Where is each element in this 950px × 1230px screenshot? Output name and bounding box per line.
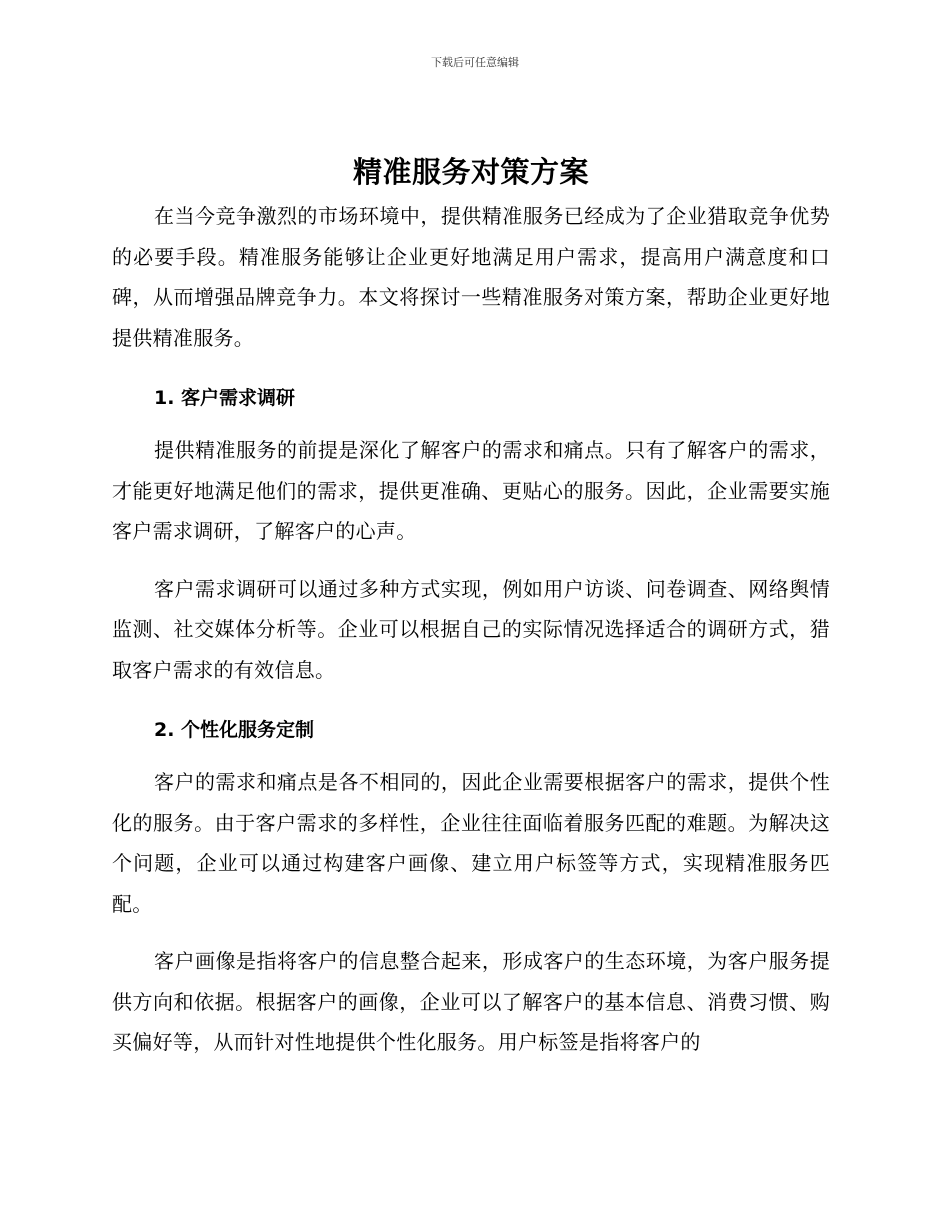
body-paragraph: 客户的需求和痛点是各不相同的，因此企业需要根据客户的需求，提供个性化的服务。由于客户需求的多样性，企业往往面临着服务匹配的难题。为解决这个问题，企业可以通过构建客户画像、建立用户标签等方式，实现精准服务匹配。 (112, 770, 830, 916)
page-header: 下载后可任意编辑 (431, 56, 519, 69)
section-heading: 2. 个性化服务定制 (154, 719, 315, 741)
body-paragraph: 提供精准服务的前提是深化了解客户的需求和痛点。只有了解客户的需求，才能更好地满足他们的需求，提供更准确、更贴心的服务。因此，企业需要实施客户需求调研，了解客户的心声。 (112, 438, 830, 543)
section-customer-research (112, 378, 830, 690)
intro-paragraph: 在当今竞争激烈的市场环境中，提供精准服务已经成为了企业猎取竞争优势的必要手段。精准服务能够让企业更好地满足用户需求，提高用户满意度和口碑，从而增强品牌竞争力。本文将探讨一些精准服务对策方案，帮助企业更好地提供精准服务。 (112, 204, 830, 350)
body-paragraph: 客户画像是指将客户的信息整合起来，形成客户的生态环境，为客户服务提供方向和依据。根据客户的画像，企业可以了解客户的基本信息、消费习惯、购买偏好等，从而针对性地提供个性化服务。用户标签是指将客户的 (112, 949, 830, 1054)
body-paragraph: 客户需求调研可以通过多种方式实现，例如用户访谈、问卷调查、网络舆情监测、社交媒体分析等。企业可以根据自己的实际情况选择适合的调研方式，猎取客户需求的有效信息。 (112, 576, 830, 682)
section-personalized-service (112, 710, 830, 1063)
section-heading: 1. 客户需求调研 (154, 387, 296, 409)
document-title: 精准服务对策方案 (352, 155, 589, 189)
document-body (112, 150, 830, 1063)
